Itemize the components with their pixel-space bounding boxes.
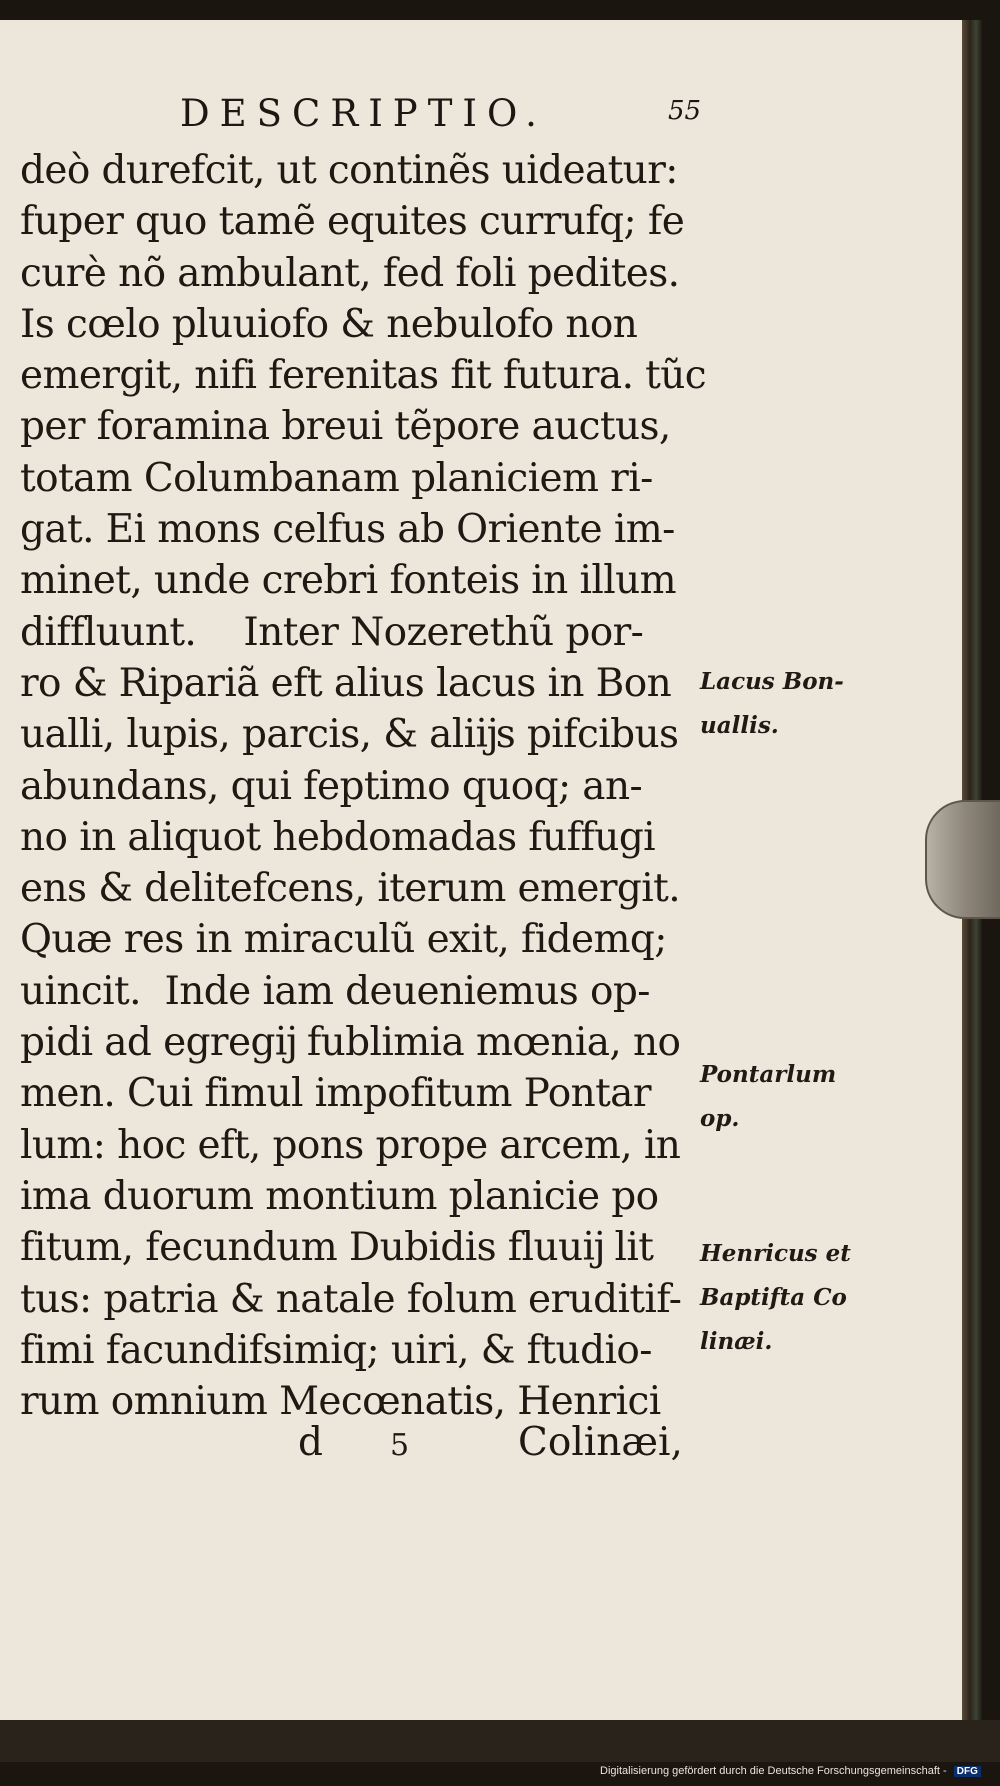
text-line: rum omnium Mecœnatis, Henrici bbox=[20, 1379, 661, 1425]
text-line: Is cœlo pluuiofo & nebulofo non bbox=[20, 301, 638, 347]
marginal-line: Henricus et bbox=[700, 1240, 851, 1267]
text-line: fuper quo tamẽ equites currufq; fe bbox=[20, 199, 685, 245]
text-line: gat. Ei mons celfus ab Oriente im- bbox=[20, 507, 675, 553]
folio-number: 55 bbox=[668, 96, 702, 126]
text-line: ualli, lupis, parcis, & aliĳs pifcibus bbox=[20, 712, 679, 758]
marginal-line: linæi. bbox=[700, 1328, 773, 1355]
credit-text: Digitalisierung gefördert durch die Deutsche Forschungsgemeinschaft - bbox=[600, 1765, 947, 1777]
text-line: fitum, fecundum Dubidis fluuĳ lit bbox=[20, 1225, 654, 1271]
text-line: totam Columbanam planiciem ri- bbox=[20, 455, 653, 501]
text-line: lum: hoc eft, pons prope arcem, in bbox=[20, 1122, 681, 1168]
text-line: uincit. Inde iam deueniemus op- bbox=[20, 968, 650, 1014]
text-line: no in aliquot hebdomadas fuffugi bbox=[20, 814, 656, 860]
marginal-note-henricus bbox=[700, 1232, 851, 1364]
signature-number: 5 bbox=[390, 1428, 410, 1463]
text-line: diffluunt. Inter Nozerethũ por- bbox=[20, 609, 644, 655]
running-head: DESCRIPTIO. bbox=[180, 92, 547, 135]
text-line: ima duorum montium planicie po bbox=[20, 1173, 659, 1219]
catchword: Colinæi, bbox=[518, 1420, 683, 1465]
bottom-band bbox=[0, 1720, 1000, 1762]
text-line: emergit, nifi ferenitas fit futura. tũc bbox=[20, 353, 706, 399]
text-line: abundans, qui feptimo quoq; an- bbox=[20, 763, 643, 809]
signature-letter: d bbox=[298, 1420, 323, 1465]
marginal-note-pontarlum bbox=[700, 1053, 836, 1141]
text-line: deò durefcit, ut continẽs uideatur: bbox=[20, 148, 678, 193]
text-line: curè nõ ambulant, fed foli pedites. bbox=[20, 250, 680, 296]
marginal-line: uallis. bbox=[700, 712, 779, 739]
digitization-credit bbox=[600, 1765, 981, 1777]
text-line: minet, unde crebri fonteis in illum bbox=[20, 558, 677, 604]
marginal-line: Lacus Bon- bbox=[700, 668, 844, 695]
text-line: ens & delitefcens, iterum emergit. bbox=[20, 866, 681, 912]
marginal-line: Baptifta Co bbox=[700, 1284, 847, 1311]
text-line: fimi facundifsimiq; uiri, & ftudio- bbox=[20, 1327, 652, 1373]
text-line: tus: patria & natale folum eruditif- bbox=[20, 1276, 682, 1322]
dfg-logo: DFG bbox=[954, 1766, 981, 1777]
text-line: per foramina breui tẽpore auctus, bbox=[20, 404, 671, 450]
marginal-line: op. bbox=[700, 1105, 740, 1132]
marginal-line: Pontarlum bbox=[700, 1061, 837, 1088]
text-line: Quæ res in miraculũ exit, fidemq; bbox=[20, 917, 667, 963]
text-line: pidi ad egregĳ fublimia mœnia, no bbox=[20, 1020, 681, 1066]
text-block bbox=[20, 145, 706, 1427]
clasp bbox=[925, 800, 1000, 919]
text-line: ro & Ripariã eft alius lacus in Bon bbox=[20, 660, 672, 706]
marginal-note-lacus bbox=[700, 660, 844, 748]
text-line: men. Cui fimul impofitum Pontar bbox=[20, 1071, 651, 1117]
